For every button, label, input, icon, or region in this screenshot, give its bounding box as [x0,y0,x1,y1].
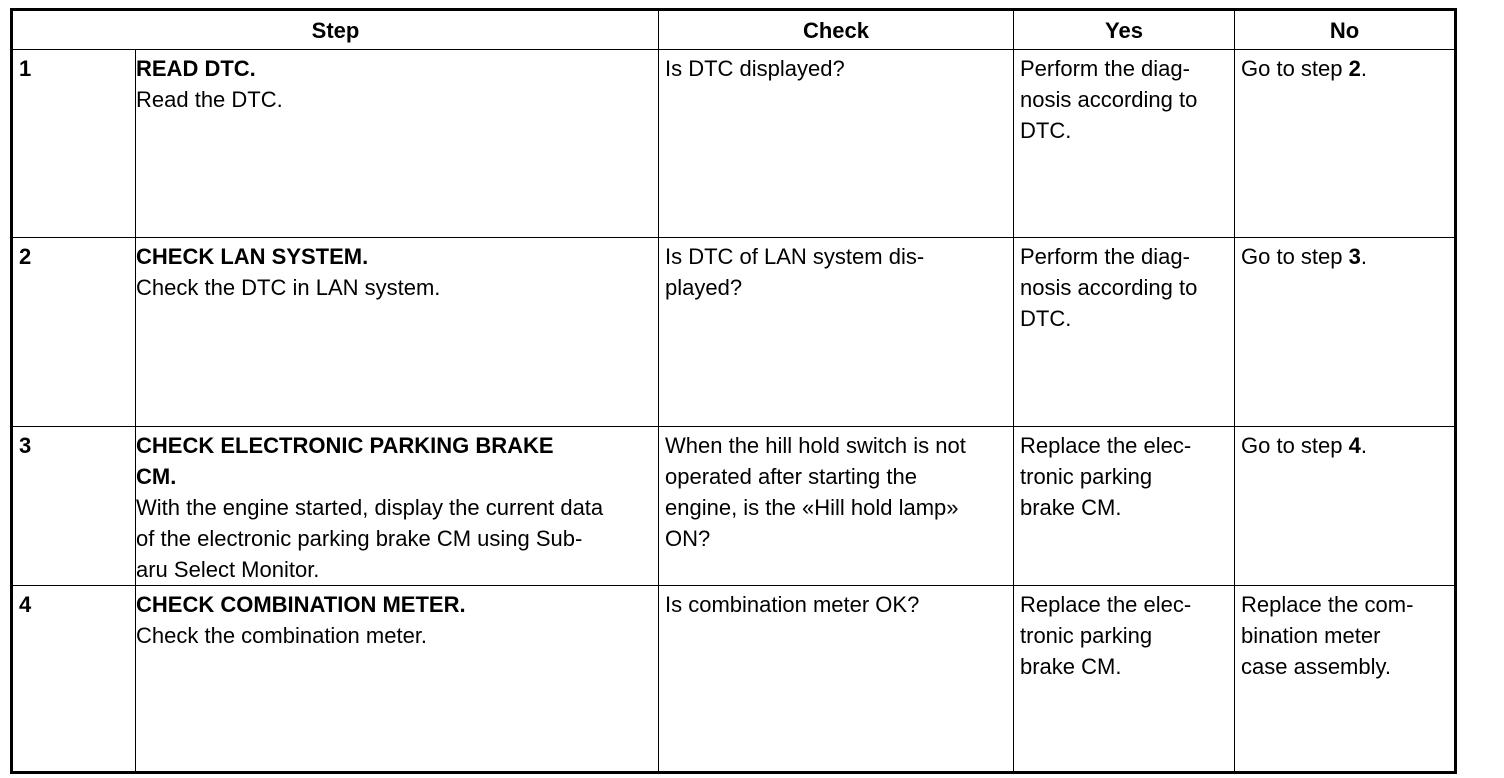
no-text: Go to step [1241,244,1349,269]
table-row [12,50,1456,238]
step-cell [136,50,659,238]
step-description: Check the combination meter. [136,623,428,648]
step-number: 2 [12,238,136,427]
no-step-number: 3 [1348,244,1361,269]
no-cell [1235,50,1456,238]
step-title: CHECK ELECTRONIC PARKING BRAKE CM. [136,433,554,489]
yes-cell: Perform the diag- nosis according to DTC. [1014,238,1235,427]
yes-cell: Replace the elec- tronic parking brake CM. [1014,586,1235,773]
header-row [12,10,1456,50]
table-row [12,238,1456,427]
check-cell: Is combination meter OK? [659,586,1014,773]
step-description: Check the DTC in LAN system. [136,275,441,300]
table-row [12,427,1456,586]
yes-cell: Replace the elec- tronic parking brake CM. [1014,427,1235,586]
no-cell: Replace the com- bination meter case assembly. [1235,586,1456,773]
yes-column-header: Yes [1014,10,1235,50]
no-suffix: . [1360,56,1367,81]
check-cell: When the hill hold switch is not operated after starting the engine, is the «Hill hold lamp» ON? [659,427,1014,586]
no-cell [1235,427,1456,586]
step-title: CHECK COMBINATION METER. [136,592,466,617]
no-text: Go to step [1241,56,1349,81]
yes-cell: Perform the diag- nosis according to DTC. [1014,50,1235,238]
step-title: READ DTC. [136,56,256,81]
step-description: Read the DTC. [136,87,283,112]
no-step-number: 4 [1348,433,1361,458]
step-number: 3 [12,427,136,586]
step-title: CHECK LAN SYSTEM. [136,244,369,269]
check-column-header: Check [659,10,1014,50]
step-cell [136,586,659,773]
check-cell: Is DTC of LAN system dis- played? [659,238,1014,427]
no-column-header: No [1235,10,1456,50]
no-step-number: 2 [1348,56,1361,81]
diagnostic-procedure-table [10,8,1457,774]
step-number: 1 [12,50,136,238]
no-cell [1235,238,1456,427]
check-cell: Is DTC displayed? [659,50,1014,238]
step-cell [136,427,659,586]
no-text: Go to step [1241,433,1349,458]
step-number: 4 [12,586,136,773]
step-column-header: Step [12,10,659,50]
no-suffix: . [1360,244,1367,269]
no-suffix: . [1360,433,1367,458]
table-row [12,586,1456,773]
step-description: With the engine started, display the current data of the electronic parking brake CM using Sub- aru Select Monitor. [136,495,604,582]
step-cell [136,238,659,427]
